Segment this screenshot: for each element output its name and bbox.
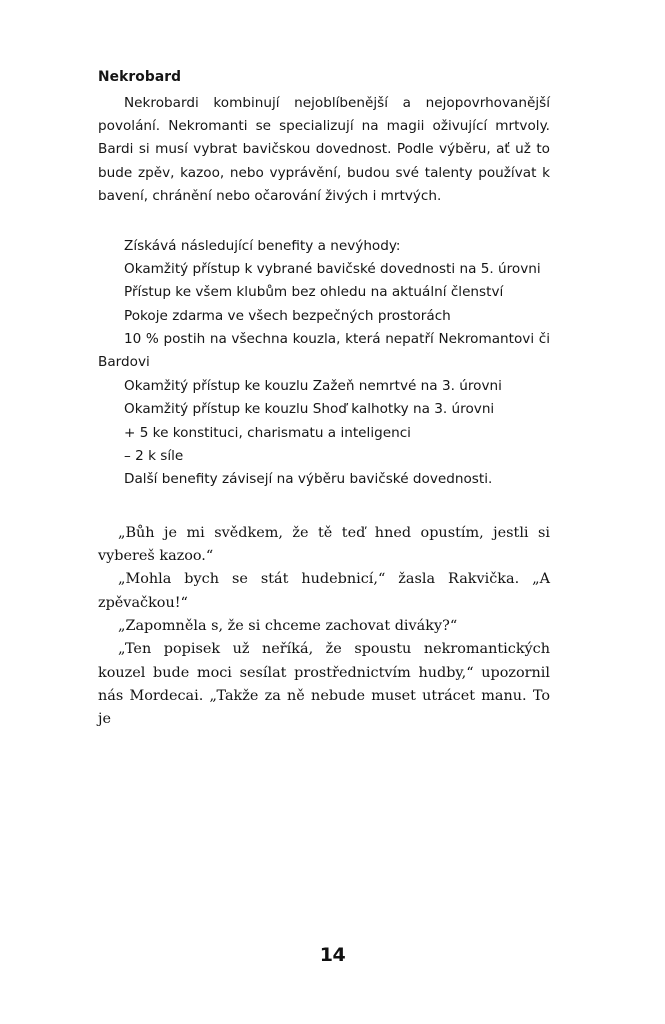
benefit-item: 10 % postih na všechna kouzla, která nepatří Nekromantovi či Bardovi — [98, 331, 550, 371]
benefit-item: Okamžitý přístup ke kouzlu Zažeň nemrtvé na 3. úrovni — [124, 377, 502, 394]
page-content — [98, 66, 550, 732]
benefit-item: – 2 k síle — [124, 447, 184, 464]
benefit-item: Okamžitý přístup ke kouzlu Shoď kalhotky na 3. úrovni — [124, 401, 495, 418]
narrative-paragraph: „Mohla bych se stát hudebnicí,“ žasla Rakvička. „A zpěvačkou!“ — [98, 571, 550, 611]
paragraph-spacer — [98, 209, 550, 235]
intro-paragraph: Nekrobardi kombinují nejoblíbenější a nejopovrhovanější povolání. Nekromanti se specializují na magii oživující mrtvoly. Bardi si musí vybrat bavičskou dovednost. Podle výběru, ať už to bude zpěv, kazoo, nebo vyprávění, budou své talenty používat k bavení, chránění nebo očarování živých i mrtvých. — [98, 94, 550, 205]
narrative-block — [98, 522, 550, 732]
benefit-item: Pokoje zdarma ve všech bezpečných prostorách — [124, 307, 451, 324]
narrative-paragraph: „Bůh je mi svědkem, že tě teď hned opustím, jestli si vybereš kazoo.“ — [98, 524, 550, 565]
rules-block — [98, 66, 550, 492]
narrative-paragraph: „Zapomněla s, že si chceme zachovat diváky?“ — [118, 618, 458, 635]
benefits-lead: Získává následující benefity a nevýhody: — [124, 237, 401, 254]
narrative-paragraph: „Ten popisek už neříká, že spoustu nekromantických kouzel bude moci sesílat prostřednictvím hudby,“ upozornil nás Mordecai. „Takže za ně nebude muset utrácet manu. To je — [98, 641, 550, 728]
section-heading: Nekrobard — [98, 69, 182, 85]
benefit-item: Okamžitý přístup k vybrané bavičské dovednosti na 5. úrovni — [124, 260, 541, 277]
benefit-item: Přístup ke všem klubům bez ohledu na aktuální členství — [124, 284, 504, 301]
benefit-item: Další benefity závisejí na výběru bavičské dovednosti. — [124, 471, 493, 488]
page-number: 14 — [319, 944, 346, 966]
benefit-item: + 5 ke konstituci, charismatu a inteligenci — [124, 424, 411, 441]
